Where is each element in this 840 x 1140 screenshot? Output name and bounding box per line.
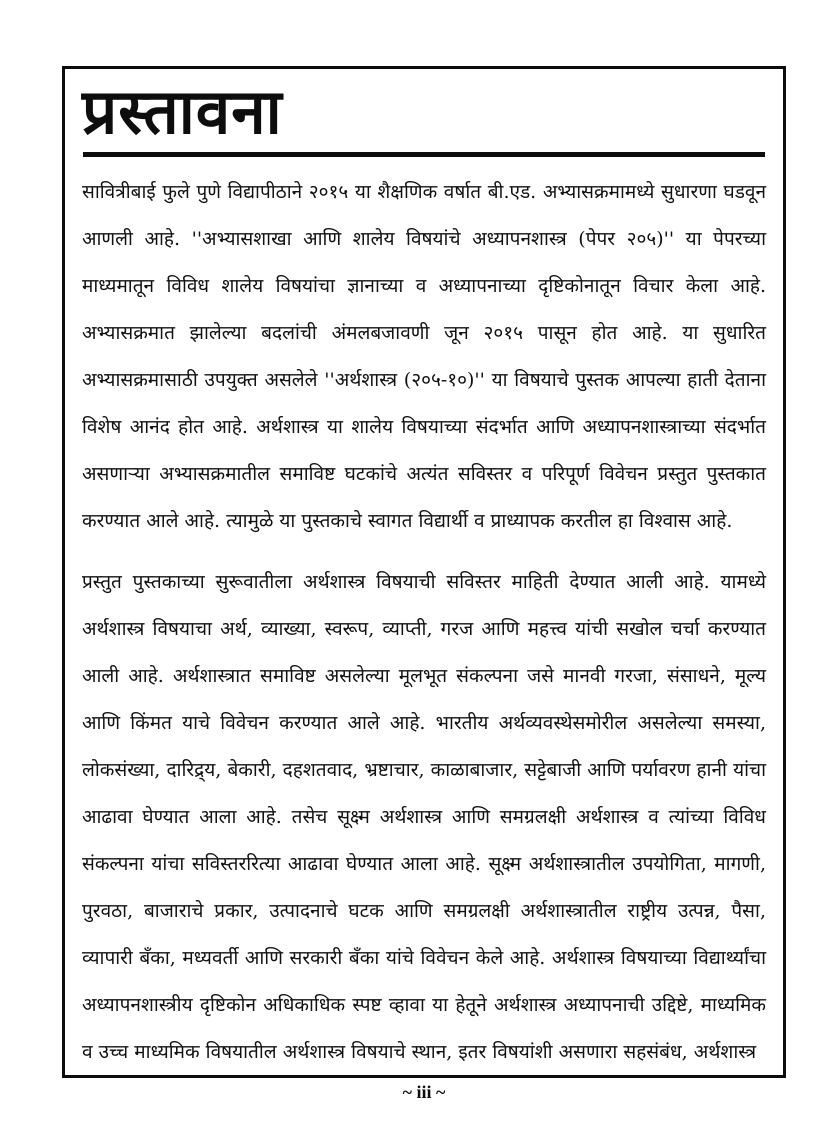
- page-title: प्रस्तावना: [82, 75, 283, 148]
- body-text: [82, 169, 766, 1076]
- paragraph-2: प्रस्तुत पुस्तकाच्या सुरूवातीला अर्थशास्त्र विषयाची सविस्तर माहिती देण्यात आली आहे. यामध्ये अर्थशास्त्र विषयाचा अर्थ, व्याख्या, स्वरूप, व्याप्ती, गरज आणि महत्त्व यांची सखोल चर्चा करण्यात आली आहे. अर्थशास्त्रात समाविष्ट असलेल्या मूलभूत संकल्पना जसे मानवी गरजा, संसाधने, मूल्य आणि किंमत याचे विवेचन करण्यात आले आहे. भारतीय अर्थव्यवस्थेसमोरील असलेल्या समस्या, लोकसंख्या, दारिद्र्य, बेकारी, दहशतवाद, भ्रष्टाचार, काळाबाजार, सट्टेबाजी आणि पर्यावरण हानी यांचा आढावा घेण्यात आला आहे. तसेच सूक्ष्म अर्थशास्त्र आणि समग्रलक्षी अर्थशास्त्र व त्यांच्या विविध संकल्पना यांचा सविस्तररित्या आढावा घेण्यात आला आहे. सूक्ष्म अर्थशास्त्रातील उपयोगिता, मागणी, पुरवठा, बाजाराचे प्रकार, उत्पादनाचे घटक आणि समग्रलक्षी अर्थशास्त्रातील राष्ट्रीय उत्पन्न, पैसा, व्यापारी बँका, मध्यवर्ती आणि सरकारी बँका यांचे विवेचन केले आहे. अर्थशास्त्र विषयाच्या विद्यार्थ्यांचा अध्यापनशास्त्रीय दृष्टिकोन अधिकाधिक स्पष्ट व्हावा या हेतूने अर्थशास्त्र अध्यापनाची उद्दिष्टे, माध्यमिक व उच्च माध्यमिक विषयातील अर्थशास्त्र विषयाचे स्थान, इतर विषयांशी असणारा सहसंबंध, अर्थशास्त्र: [82, 571, 766, 1064]
- paragraph-1: सावित्रीबाई फुले पुणे विद्यापीठाने २०१५ या शैक्षणिक वर्षात बी.एड. अभ्यासक्रमामध्ये सुधारणा घडवून आणली आहे. ''अभ्यासशाखा आणि शालेय विषयांचे अध्यापनशास्त्र (पेपर २०५)'' या पेपरच्या माध्यमातून विविध शालेय विषयांचा ज्ञानाच्या व अध्यापनाच्या दृष्टिकोनातून विचार केला आहे. अभ्यासक्रमात झालेल्या बदलांची अंमलबजावणी जून २०१५ पासून होत आहे. या सुधारित अभ्यासक्रमासाठी उपयुक्त असलेले ''अर्थशास्त्र (२०५-१०)'' या विषयाचे पुस्तक आपल्या हाती देताना विशेष आनंद होत आहे. अर्थशास्त्र या शालेय विषयाच्या संदर्भात आणि अध्यापनशास्त्राच्या संदर्भात असणाऱ्या अभ्यासक्रमातील समाविष्ट घटकांचे अत्यंत सविस्तर व परिपूर्ण विवेचन प्रस्तुत पुस्तकात करण्यात आले आहे. त्यामुळे या पुस्तकाचे स्वागत विद्यार्थी व प्राध्यापक करतील हा विश्वास आहे.: [82, 181, 766, 533]
- title-rule: [83, 152, 765, 157]
- content-frame: [62, 66, 786, 1078]
- page-number: ~ iii ~: [402, 1082, 446, 1102]
